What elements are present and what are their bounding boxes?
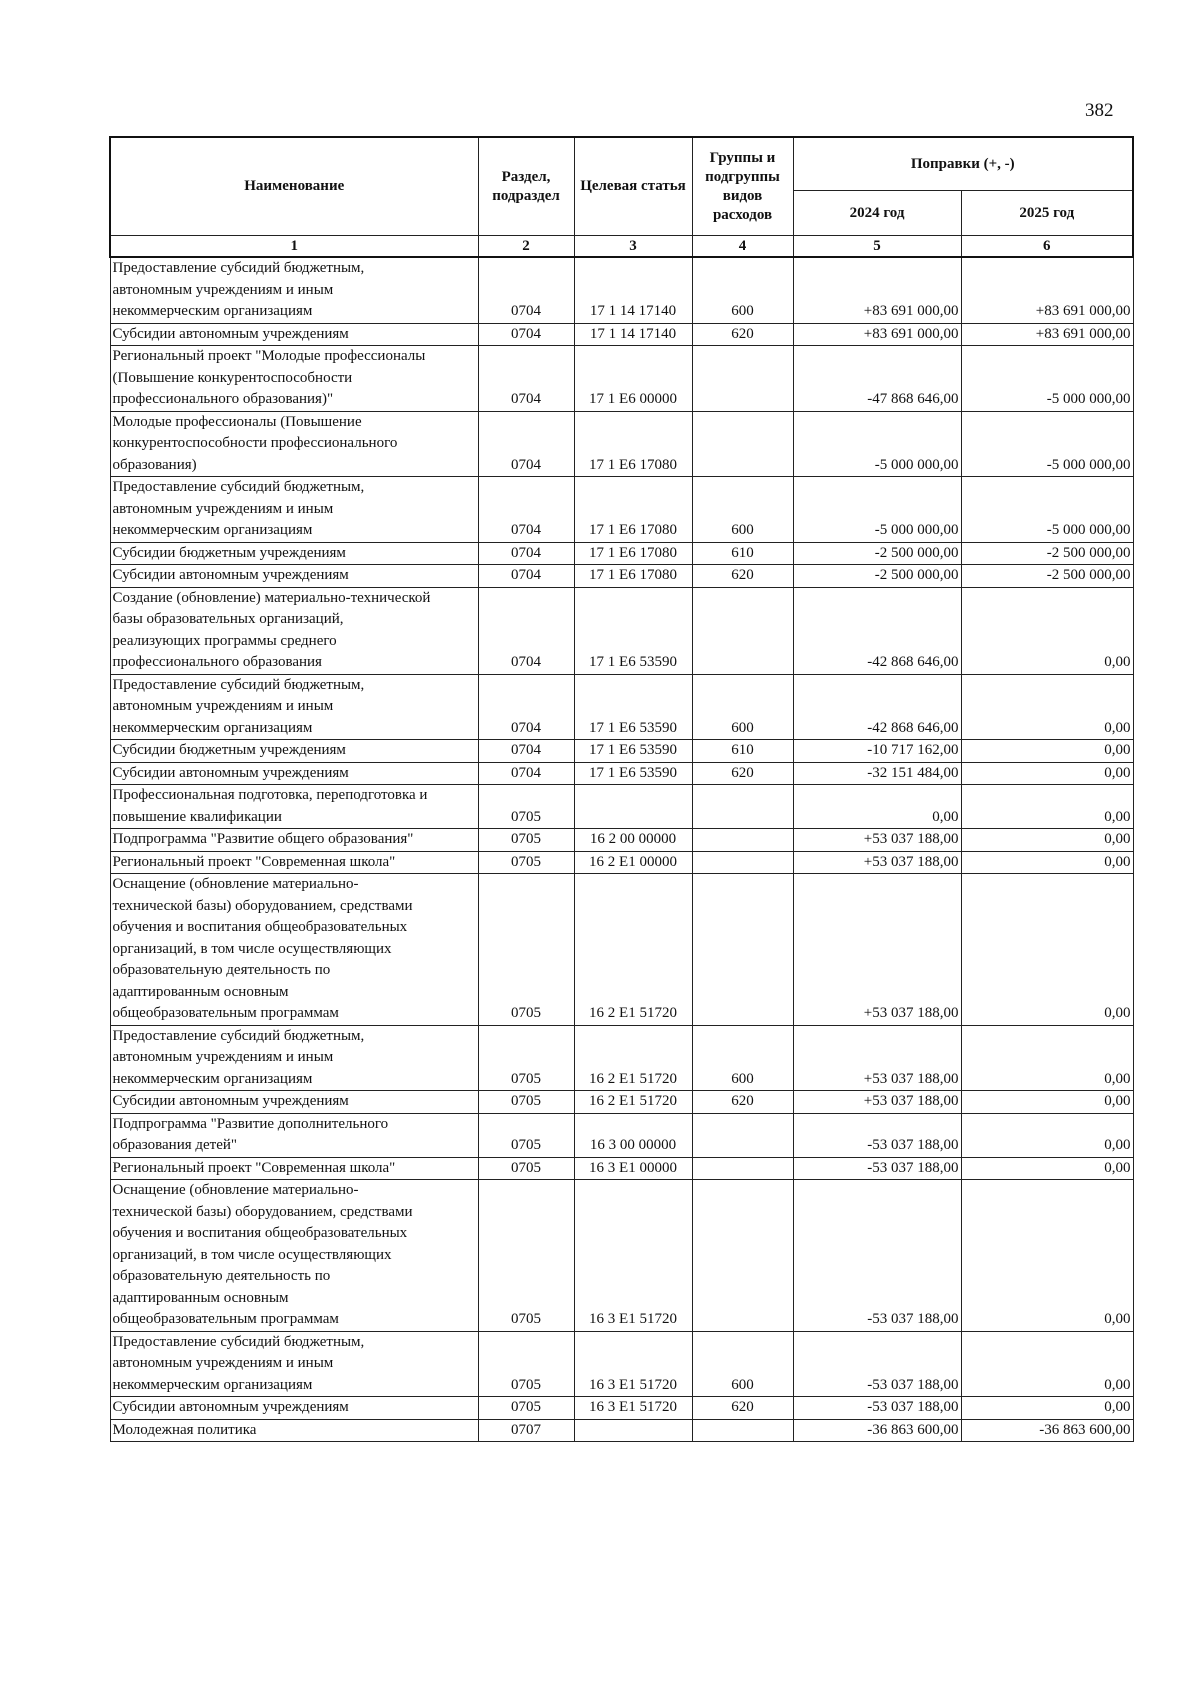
row-target-cell: 16 2 Е1 51720 — [574, 1091, 692, 1114]
row-2024-cell: +53 037 188,00 — [793, 1091, 961, 1114]
row-name-cell: Предоставление субсидий бюджетным, автономным учреждениям и иным некоммерческим организациям — [110, 1331, 478, 1397]
row-target-cell: 17 1 Е6 53590 — [574, 674, 692, 740]
row-group-cell — [692, 785, 793, 829]
header-groups: Группы и подгруппы видов расходов — [692, 137, 793, 236]
row-group-cell: 600 — [692, 674, 793, 740]
row-group-cell — [692, 346, 793, 412]
table-row — [110, 1397, 1133, 1420]
table-row — [110, 1331, 1133, 1397]
row-group-cell: 600 — [692, 477, 793, 543]
row-target-cell: 17 1 14 17140 — [574, 323, 692, 346]
row-name-cell: Региональный проект "Современная школа" — [110, 1157, 478, 1180]
row-target-cell: 17 1 14 17140 — [574, 257, 692, 323]
row-target-cell: 16 3 Е1 00000 — [574, 1157, 692, 1180]
row-target-cell: 16 2 00 00000 — [574, 829, 692, 852]
row-2024-cell: -53 037 188,00 — [793, 1397, 961, 1420]
row-2024-cell: -5 000 000,00 — [793, 411, 961, 477]
row-group-cell: 600 — [692, 257, 793, 323]
table-row — [110, 542, 1133, 565]
row-target-cell: 16 3 00 00000 — [574, 1113, 692, 1157]
row-2024-cell: -2 500 000,00 — [793, 565, 961, 588]
row-section-cell: 0704 — [478, 346, 574, 412]
col-number: 6 — [961, 236, 1133, 258]
budget-table — [109, 136, 1134, 1442]
row-section-cell: 0705 — [478, 785, 574, 829]
row-target-cell — [574, 1419, 692, 1442]
table-row — [110, 257, 1133, 323]
table-row — [110, 587, 1133, 674]
table-row — [110, 323, 1133, 346]
row-name-cell: Субсидии автономным учреждениям — [110, 323, 478, 346]
row-name-cell: Субсидии бюджетным учреждениям — [110, 740, 478, 763]
header-section: Раздел, подраздел — [478, 137, 574, 236]
row-2025-cell: 0,00 — [961, 674, 1133, 740]
row-section-cell: 0705 — [478, 1025, 574, 1091]
row-group-cell: 610 — [692, 740, 793, 763]
col-number: 5 — [793, 236, 961, 258]
row-section-cell: 0705 — [478, 1113, 574, 1157]
row-name-cell: Молодежная политика — [110, 1419, 478, 1442]
row-section-cell: 0705 — [478, 829, 574, 852]
row-target-cell: 16 2 Е1 00000 — [574, 851, 692, 874]
row-2024-cell: -42 868 646,00 — [793, 674, 961, 740]
table-row — [110, 762, 1133, 785]
row-section-cell: 0705 — [478, 1157, 574, 1180]
row-target-cell: 17 1 Е6 53590 — [574, 740, 692, 763]
row-2024-cell: +83 691 000,00 — [793, 323, 961, 346]
row-2025-cell: 0,00 — [961, 1331, 1133, 1397]
row-section-cell: 0705 — [478, 1397, 574, 1420]
row-2025-cell: -5 000 000,00 — [961, 477, 1133, 543]
table-row — [110, 1157, 1133, 1180]
row-2024-cell: -53 037 188,00 — [793, 1113, 961, 1157]
row-name-cell: Подпрограмма "Развитие общего образования" — [110, 829, 478, 852]
row-name-cell: Молодые профессионалы (Повышение конкурентоспособности профессионального образования) — [110, 411, 478, 477]
row-2025-cell: 0,00 — [961, 587, 1133, 674]
row-target-cell: 17 1 Е6 00000 — [574, 346, 692, 412]
row-2025-cell: 0,00 — [961, 1091, 1133, 1114]
row-2025-cell: 0,00 — [961, 740, 1133, 763]
row-2024-cell: -53 037 188,00 — [793, 1157, 961, 1180]
row-2024-cell: -5 000 000,00 — [793, 477, 961, 543]
row-name-cell: Оснащение (обновление материально- технической базы) оборудованием, средствами обучения и воспитания общеобразовательных организаций, в том числе осуществляющих образовательную деятельность по адаптированным основным общеобразовательным программам — [110, 1180, 478, 1332]
row-group-cell — [692, 1157, 793, 1180]
row-2024-cell: +53 037 188,00 — [793, 829, 961, 852]
table-row — [110, 785, 1133, 829]
row-target-cell: 17 1 Е6 53590 — [574, 762, 692, 785]
row-name-cell: Субсидии автономным учреждениям — [110, 565, 478, 588]
row-2024-cell: -42 868 646,00 — [793, 587, 961, 674]
row-name-cell: Профессиональная подготовка, переподготовка и повышение квалификации — [110, 785, 478, 829]
row-target-cell: 17 1 Е6 17080 — [574, 477, 692, 543]
page-number: 382 — [1085, 100, 1114, 121]
row-section-cell: 0705 — [478, 851, 574, 874]
row-2025-cell: -5 000 000,00 — [961, 346, 1133, 412]
table-row — [110, 346, 1133, 412]
row-target-cell — [574, 785, 692, 829]
row-section-cell: 0704 — [478, 411, 574, 477]
row-group-cell: 600 — [692, 1331, 793, 1397]
row-2025-cell: 0,00 — [961, 874, 1133, 1026]
row-target-cell: 16 2 Е1 51720 — [574, 874, 692, 1026]
row-name-cell: Предоставление субсидий бюджетным, автономным учреждениям и иным некоммерческим организациям — [110, 257, 478, 323]
row-section-cell: 0704 — [478, 762, 574, 785]
row-name-cell: Субсидии автономным учреждениям — [110, 1091, 478, 1114]
row-2025-cell: -36 863 600,00 — [961, 1419, 1133, 1442]
row-name-cell: Создание (обновление) материально-технической базы образовательных организаций, реализующих программы среднего профессионального образования — [110, 587, 478, 674]
col-number: 2 — [478, 236, 574, 258]
row-target-cell: 16 2 Е1 51720 — [574, 1025, 692, 1091]
row-group-cell: 620 — [692, 1091, 793, 1114]
table-row — [110, 1091, 1133, 1114]
row-2024-cell: -47 868 646,00 — [793, 346, 961, 412]
row-section-cell: 0705 — [478, 1180, 574, 1332]
row-2025-cell: 0,00 — [961, 1180, 1133, 1332]
row-group-cell: 620 — [692, 565, 793, 588]
row-2025-cell: 0,00 — [961, 829, 1133, 852]
row-section-cell: 0704 — [478, 542, 574, 565]
table-row — [110, 874, 1133, 1026]
row-target-cell: 16 3 Е1 51720 — [574, 1331, 692, 1397]
row-group-cell — [692, 411, 793, 477]
table-row — [110, 1025, 1133, 1091]
row-group-cell: 620 — [692, 762, 793, 785]
row-section-cell: 0705 — [478, 874, 574, 1026]
row-group-cell — [692, 874, 793, 1026]
row-name-cell: Подпрограмма "Развитие дополнительного образования детей" — [110, 1113, 478, 1157]
row-target-cell: 17 1 Е6 17080 — [574, 542, 692, 565]
table-header — [110, 137, 1133, 257]
row-2024-cell: -2 500 000,00 — [793, 542, 961, 565]
table-row — [110, 851, 1133, 874]
row-2025-cell: 0,00 — [961, 1397, 1133, 1420]
row-section-cell: 0707 — [478, 1419, 574, 1442]
row-2025-cell: 0,00 — [961, 1113, 1133, 1157]
table-row — [110, 1419, 1133, 1442]
row-section-cell: 0705 — [478, 1091, 574, 1114]
table-row — [110, 1180, 1133, 1332]
row-target-cell: 17 1 Е6 17080 — [574, 411, 692, 477]
row-2024-cell: +53 037 188,00 — [793, 1025, 961, 1091]
col-number: 3 — [574, 236, 692, 258]
table-row — [110, 477, 1133, 543]
row-section-cell: 0704 — [478, 674, 574, 740]
row-2025-cell: 0,00 — [961, 785, 1133, 829]
row-target-cell: 17 1 Е6 53590 — [574, 587, 692, 674]
row-2025-cell: +83 691 000,00 — [961, 257, 1133, 323]
row-group-cell — [692, 1113, 793, 1157]
row-section-cell: 0704 — [478, 323, 574, 346]
row-2025-cell: 0,00 — [961, 1157, 1133, 1180]
header-year-2025: 2025 год — [961, 191, 1133, 236]
row-group-cell — [692, 829, 793, 852]
row-section-cell: 0704 — [478, 740, 574, 763]
row-name-cell: Субсидии автономным учреждениям — [110, 1397, 478, 1420]
row-2025-cell: -2 500 000,00 — [961, 565, 1133, 588]
table-row — [110, 411, 1133, 477]
row-section-cell: 0704 — [478, 587, 574, 674]
row-2024-cell: +53 037 188,00 — [793, 851, 961, 874]
table-row — [110, 829, 1133, 852]
row-2024-cell: +53 037 188,00 — [793, 874, 961, 1026]
row-2024-cell: -53 037 188,00 — [793, 1331, 961, 1397]
header-amendments: Поправки (+, -) — [793, 137, 1133, 191]
header-name: Наименование — [110, 137, 478, 236]
row-group-cell: 610 — [692, 542, 793, 565]
row-name-cell: Субсидии автономным учреждениям — [110, 762, 478, 785]
row-2025-cell: 0,00 — [961, 1025, 1133, 1091]
row-2025-cell: -2 500 000,00 — [961, 542, 1133, 565]
row-2024-cell: +83 691 000,00 — [793, 257, 961, 323]
row-section-cell: 0704 — [478, 565, 574, 588]
row-group-cell — [692, 1180, 793, 1332]
row-2025-cell: 0,00 — [961, 851, 1133, 874]
header-year-2024: 2024 год — [793, 191, 961, 236]
row-2024-cell: -36 863 600,00 — [793, 1419, 961, 1442]
col-number: 4 — [692, 236, 793, 258]
row-group-cell — [692, 1419, 793, 1442]
table-row — [110, 740, 1133, 763]
row-2024-cell: -32 151 484,00 — [793, 762, 961, 785]
row-section-cell: 0705 — [478, 1331, 574, 1397]
row-name-cell: Предоставление субсидий бюджетным, автономным учреждениям и иным некоммерческим организациям — [110, 477, 478, 543]
row-name-cell: Региональный проект "Современная школа" — [110, 851, 478, 874]
row-name-cell: Оснащение (обновление материально- технической базы) оборудованием, средствами обучения и воспитания общеобразовательных организаций, в том числе осуществляющих образовательную деятельность по адаптированным основным общеобразовательным программам — [110, 874, 478, 1026]
column-numbers-row — [110, 236, 1133, 258]
row-2024-cell: -10 717 162,00 — [793, 740, 961, 763]
col-number: 1 — [110, 236, 478, 258]
row-group-cell: 620 — [692, 323, 793, 346]
row-name-cell: Предоставление субсидий бюджетным, автономным учреждениям и иным некоммерческим организациям — [110, 1025, 478, 1091]
row-target-cell: 16 3 Е1 51720 — [574, 1180, 692, 1332]
row-section-cell: 0704 — [478, 477, 574, 543]
row-2025-cell: -5 000 000,00 — [961, 411, 1133, 477]
table-row — [110, 1113, 1133, 1157]
row-target-cell: 17 1 Е6 17080 — [574, 565, 692, 588]
row-group-cell: 600 — [692, 1025, 793, 1091]
row-name-cell: Предоставление субсидий бюджетным, автономным учреждениям и иным некоммерческим организациям — [110, 674, 478, 740]
row-name-cell: Региональный проект "Молодые профессионалы (Повышение конкурентоспособности профессионального образования)" — [110, 346, 478, 412]
row-section-cell: 0704 — [478, 257, 574, 323]
row-2025-cell: 0,00 — [961, 762, 1133, 785]
row-2024-cell: -53 037 188,00 — [793, 1180, 961, 1332]
row-group-cell — [692, 587, 793, 674]
header-target: Целевая статья — [574, 137, 692, 236]
row-2024-cell: 0,00 — [793, 785, 961, 829]
row-target-cell: 16 3 Е1 51720 — [574, 1397, 692, 1420]
row-group-cell — [692, 851, 793, 874]
row-2025-cell: +83 691 000,00 — [961, 323, 1133, 346]
row-group-cell: 620 — [692, 1397, 793, 1420]
table-body — [110, 257, 1133, 1442]
table-row — [110, 674, 1133, 740]
table-row — [110, 565, 1133, 588]
row-name-cell: Субсидии бюджетным учреждениям — [110, 542, 478, 565]
